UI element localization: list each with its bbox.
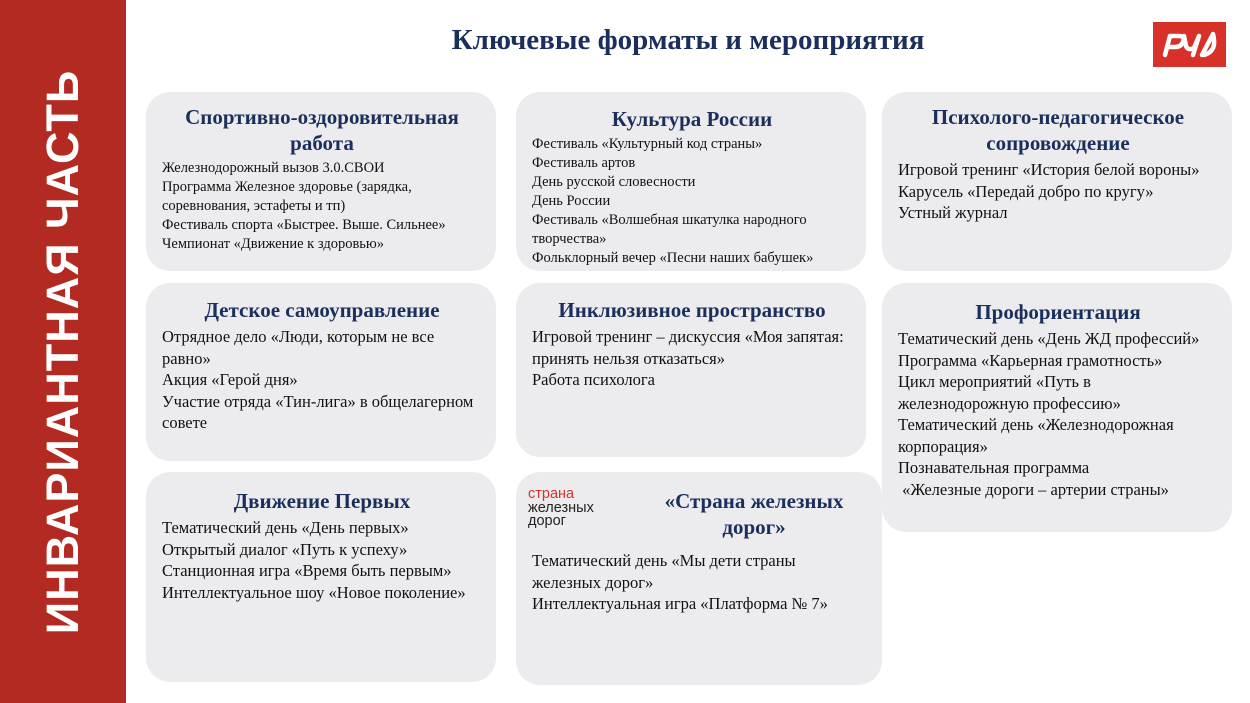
list-item: Фестиваль артов [532, 155, 636, 171]
list-item: Фестиваль спорта «Быстрее. Выше. Сильнее» [162, 217, 446, 233]
item-list [162, 159, 482, 254]
list-item: Отрядное дело «Люди, которым не все равно» [162, 327, 435, 368]
item-list [898, 159, 1218, 224]
list-item: Интеллектуальное шоу «Новое поколение» [162, 582, 466, 602]
sidebar [0, 0, 126, 703]
sidebar-title: ИНВАРИАНТНАЯ ЧАСТЬ [37, 69, 88, 635]
list-item: Тематический день «День ЖД профессий» [898, 329, 1200, 348]
list-item: Фестиваль «Волшебная шкатулка народного творчества» [532, 212, 807, 247]
item-list [532, 550, 868, 615]
logo-word: железных [528, 499, 594, 516]
logo-word: дорог [528, 513, 566, 529]
list-item: День русской словесности [532, 174, 696, 190]
card-title: Спортивно-оздоровительная работа [185, 105, 459, 155]
card-psy [882, 92, 1232, 271]
list-item: Игровой тренинг – дискуссия «Моя запятая: принять нельзя отказаться» [532, 327, 844, 368]
page-title: Ключевые форматы и мероприятия [451, 24, 925, 56]
list-item: Цикл мероприятий «Путь в железнодорожную профессию» [898, 372, 1121, 413]
card-sport [146, 92, 496, 271]
card-title: Детское самоуправление [204, 298, 440, 322]
list-item: Познавательная программа [898, 458, 1090, 477]
list-item: День России [532, 193, 611, 209]
card-incl [516, 283, 866, 457]
strana-zheleznykh-dorog-logo [528, 488, 594, 529]
rzd-logo-icon [1153, 22, 1226, 67]
list-item: Железнодорожный вызов 3.0.СВОИ [162, 160, 385, 176]
card-culture [516, 92, 866, 271]
list-item: Фестиваль «Культурный код страны» [532, 136, 763, 152]
list-item: Тематический день «День первых» [162, 518, 409, 537]
list-item: Программа «Карьерная грамотность» [898, 350, 1163, 370]
item-list [898, 328, 1218, 500]
card-child [146, 283, 496, 461]
list-item: Тематический день «Мы дети страны железных дорог» [532, 551, 796, 592]
list-item: Открытый диалог «Путь к успеху» [162, 539, 408, 559]
list-item: Тематический день «Железнодорожная корпорация» [898, 415, 1174, 456]
list-item: «Железные дороги – артерии страны» [898, 479, 1169, 499]
list-item: Акция «Герой дня» [162, 370, 298, 389]
item-list [532, 326, 852, 391]
list-item: Работа психолога [532, 370, 656, 389]
card-title: Инклюзивное пространство [558, 298, 826, 322]
list-item: Карусель «Передай добро по кругу» [898, 181, 1154, 201]
card-title: Профориентация [975, 300, 1141, 324]
card-title: Движение Первых [233, 489, 411, 513]
item-list [532, 135, 852, 268]
card-title: Культура России [611, 107, 773, 131]
list-item: Участие отряда «Тин-лига» в общелагерном совете [162, 391, 474, 432]
list-item: Станционная игра «Время быть первым» [162, 561, 452, 580]
logo-word: страна [528, 486, 575, 502]
list-item: Программа Железное здоровье (зарядка, соревнования, эстафеты и тп) [162, 179, 412, 214]
card-prof [882, 283, 1232, 532]
list-item: Интеллектуальная игра «Платформа № 7» [532, 594, 828, 613]
list-item: Чемпионат «Движение к здоровью» [162, 236, 384, 252]
item-list [162, 326, 482, 434]
card-first [146, 472, 496, 682]
list-item: Игровой тренинг «История белой вороны» [898, 160, 1200, 179]
list-item: Фольклорный вечер «Песни наших бабушек» [532, 250, 814, 266]
card-rail [516, 472, 882, 685]
card-title: «Страна железных дорог» [664, 489, 844, 539]
card-title: Психолого-педагогическое сопровождение [931, 105, 1185, 155]
list-item: Устный журнал [898, 203, 1008, 222]
item-list [162, 517, 482, 603]
